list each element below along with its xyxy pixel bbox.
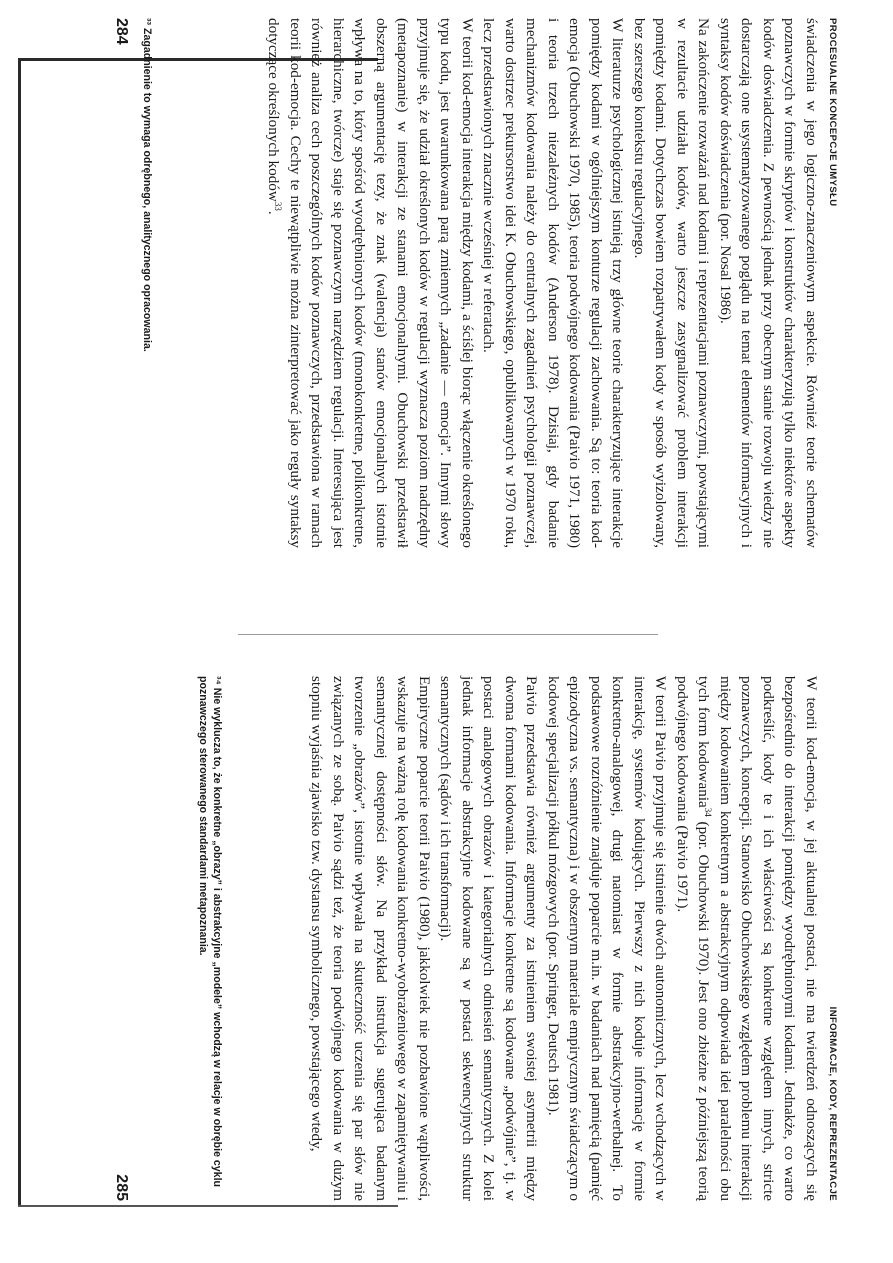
left-footnote (140, 18, 154, 548)
right-footnote-ref: 34 (703, 807, 714, 817)
scan-edge-left (18, 58, 21, 1206)
right-paragraph (672, 676, 823, 1201)
left-footnote-text: Zagadnienie to wymaga odrębnego, analitycznego opracowania. (141, 28, 153, 352)
left-running-head: PROCESUALNE KONCEPCJE UMYSŁU (827, 18, 838, 207)
right-paragraph-text: (por. Obuchowski 1970). Jest ono zbieżne z późniejszą teorią podwójnego kodowania (Paivio 1971). (674, 676, 713, 1201)
right-body (306, 676, 822, 1201)
right-running-head: INFORMACJE, KODY, REPREZENTACJE (827, 1006, 838, 1201)
right-paragraph: Empiryczne poparcie teorii Paivio (1980), jakkolwiek nie pozbawione wątpliwości, wskazuje na ważną rolę kodowania konkretno-wyobrażeniowego w zapamiętywaniu i semantycznej dostępności słów. Na przykład instrukcja sugerująca badanym tworzenie „obrazów”, istotnie wpływała na skuteczność uczenia się par słów nie związanych ze sobą. Paivio sądzi też, że teoria podwójnego kodowania w dużym stopniu wyjaśnia zjawisko tzw. dystansu symbolicznego, powstającego wtedy, (308, 676, 433, 1201)
left-page (108, 18, 838, 548)
left-footnote-mark: ³³ (141, 18, 153, 26)
right-paragraph: Paivio przedstawia również argumenty za istnieniem swoistej asymetrii między dwoma formami kodowania. Informacje konkretne są kodowane „podwójnie”, tj. w postaci analogowych obrazów i kategorialnych odniesień semantycznych. Z kolei jednak informacje abstrakcyjne kodowane są w postaci sekwencyjnych struktur semantycznych (sądów i ich transformacji). (437, 676, 541, 1201)
right-page (108, 676, 838, 1201)
left-paragraph: świadczenia w jego logiczno-znaczeniowym aspekcie. Również teorie schematów poznawczych w formie skryptów i konstruktów charakteryzują tylko niektóre aspekty kodów doświadczenia. Z pewnością jednak przy obecnym stanie rozwoju wiedzy nie dostarczają one usystematyzowanego poglądu na temat elementów informacyjnych i syntaksy kodów doświadczenia (por. Nosal 1986). (717, 18, 820, 548)
left-paragraph-last: W teorii kod-emocja interakcja między kodami, a ściślej biorąc włączenie określonego typu kodu, jest uwarunkowana parą zmiennych „zadanie — emocja”. Innymi słowy przyjmuje się, że udział określonych kodów w regulacji wyznacza poziom nadrzędny (metapoznanie) w interakcji ze stanami emocjonalnymi. Obuchowski przedstawił obszerną argumentację tezy, że znak (walencja) stanów emocjonalnych istotnie wpływa na to, który spośród wyodrębnionych kodów (monokonkretne, polikonkretne, hierarchiczne, twórcze) staje się poznawczym narzędziem regulacji. Interesująca jest również analiza cech poszczególnych kodów poznawczych, przedstawiona w ramach teorii kod-emocja. Cechy te niewątpliwie można zinterpretować jako reguły syntaksy dotyczące określonych kodów$^{33}$. (265, 18, 476, 548)
left-footnote-ref: 33 (273, 201, 284, 211)
right-paragraph: W teorii Paivio przyjmuje się istnienie dwóch autonomicznych, lecz wchodzących w interakcję, systemów kodujących. Pierwszy z nich koduje informację w formie konkretno-analogowej, drugi natomiast w formie abstrakcyjno-werbalnej. To podstawowe rozróżnienie znajduje poparcie m.in. w badaniach nad pamięcią (pamięć epizodyczna vs. semantyczna) i w obszernym materiale empirycznym świadczącym o kodowej specjalizacji półkul mózgowych (por. Springer, Deutsch 1981). (545, 676, 670, 1201)
left-page-number: 284 (113, 18, 130, 45)
right-paragraph-text: W teorii kod-emocja, w jej aktualnej postaci, nie ma twierdzeń odnoszących się bezpośrednio do interakcji pomiędzy wyodrębnionymi kodami. Jednakże, co warto podkreślić, kody te i ich właściwości są konkretne względem innych, stricte poznawczych, koncepcji. Stanowisko Obuchowskiego względem problemu interakcji między kodowaniem konkretnym a abstrakcyjnym odpowiada idei paralelności obu tych form kodowania (695, 676, 820, 1201)
left-paragraph: Na zakończenie rozważań nad kodami i reprezentacjami poznawczymi, powstającymi w rezultacie udziału kodów, warto jeszcze zasygnalizować problem interakcji pomiędzy kodami. Dotychczas bowiem rozpatrywałem kody w sposób wyizolowany, bez szerszego kontekstu regulacyjnego. (631, 18, 713, 548)
scan-edge-bottom-left (18, 1205, 398, 1207)
right-page-number: 285 (113, 1174, 130, 1201)
left-paragraph-text: W teorii kod-emocja interakcja między kodami, a ściślej biorąc włączenie określonego typu kodu, jest uwarunkowana parą zmiennych „zadanie — emocja”. Innymi słowy przyjmuje się, że udział określonych kodów w regulacji wyznacza poziom nadrzędny (metapoznanie) w interakcji ze stanami emocjonalnymi. Obuchowski przedstawił obszerną argumentację tezy, że znak (walencja) stanów emocjonalnych istotnie wpływa na to, który spośród wyodrębnionych kodów (monokonkretne, polikonkretne, hierarchiczne, twórcze) staje się poznawczym narzędziem regulacji. Interesująca jest również analiza cech poszczególnych kodów poznawczych, przedstawiona w ramach teorii kod-emocja. Cechy te niewątpliwie można zinterpretować jako reguły syntaksy dotyczące określonych kodów (265, 18, 476, 548)
right-footnote-text: Nie wyklucza to, że konkretne „obrazy” i abstrakcyjne „modele” wchodzą w relacje w obrębie cyklu poznawczego sterowanego standardami metapoznania. (197, 676, 223, 1187)
right-footnote-mark: ³⁴ (211, 676, 223, 685)
left-body (263, 18, 822, 548)
right-footnote (196, 676, 224, 1201)
gutter-smudge (238, 634, 658, 635)
left-paragraph: W literaturze psychologicznej istnieją trzy główne teorie charakteryzujące interakcje pomiędzy kodami w ogólniejszym konturze regulacji zachowania. Są to: teoria kod-emocja (Obuchowski 1970, 1985), teoria podwójnego kodowania (Paivio 1971, 1980) i teoria trzech niezależnych kodów (Anderson 1978). Dzisiaj, gdy badanie mechanizmów kodowania należy do centralnych zagadnień psychologii poznawczej, warto dostrzec prekursorstwo idei K. Obuchowskiego, opublikowanych w 1970 roku, lecz przedstawionych znacznie wcześniej w referatach. (480, 18, 627, 548)
